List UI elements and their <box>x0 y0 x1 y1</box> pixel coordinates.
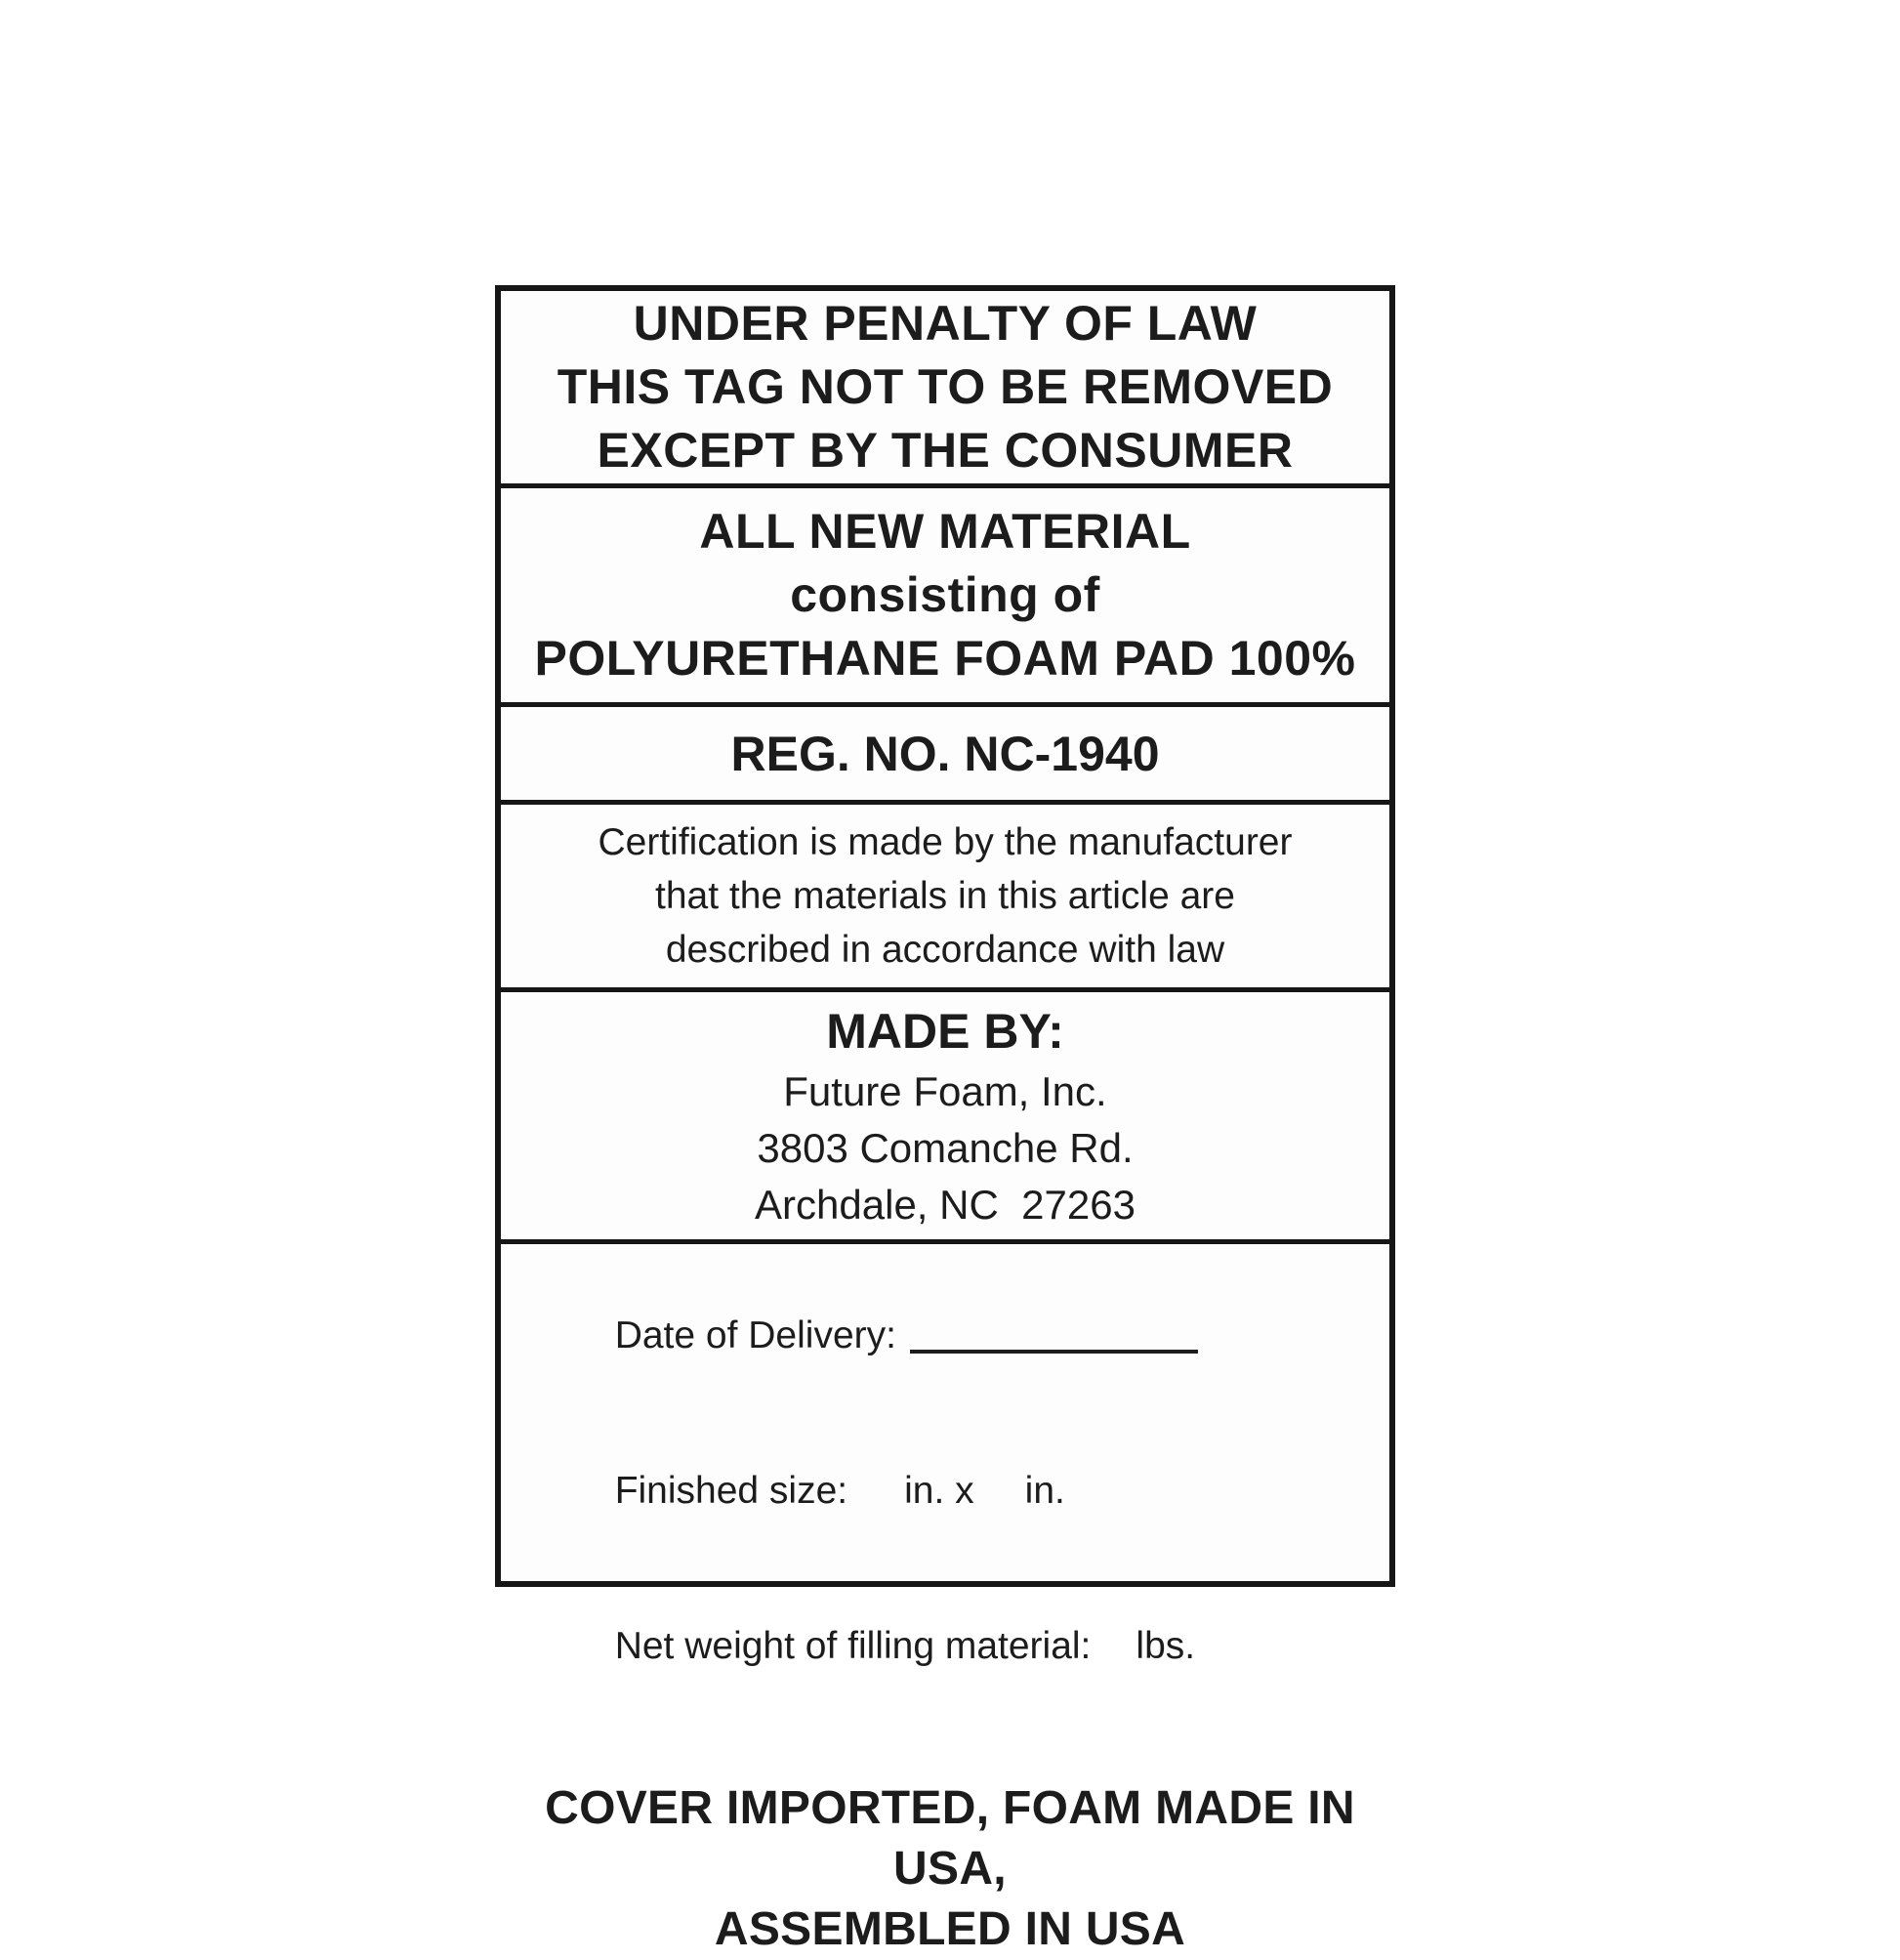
certification-line-1: Certification is made by the manufacturer <box>598 821 1293 863</box>
date-of-delivery-blank <box>910 1320 1198 1354</box>
finished-size-unit-b: in. <box>1024 1470 1065 1512</box>
made-by-heading: MADE BY: <box>826 1003 1064 1059</box>
net-weight-unit: lbs. <box>1136 1625 1196 1667</box>
penalty-line-3: EXCEPT BY THE CONSUMER <box>597 423 1294 478</box>
made-by-section <box>501 987 1389 1239</box>
finished-size-label: Finished size: <box>614 1470 848 1512</box>
registration-section <box>501 702 1389 800</box>
material-line-2: consisting of <box>790 567 1100 622</box>
date-of-delivery-field <box>530 1258 1370 1413</box>
net-weight-field <box>530 1568 1370 1724</box>
origin-line-2: ASSEMBLED IN USA <box>714 1903 1186 1955</box>
material-section <box>501 483 1389 702</box>
origin-line-1: COVER IMPORTED, FOAM MADE IN USA, <box>545 1782 1369 1895</box>
material-line-1: ALL NEW MATERIAL <box>699 504 1191 559</box>
penalty-line-1: UNDER PENALTY OF LAW <box>633 296 1258 351</box>
law-tag <box>495 285 1395 1955</box>
penalty-section <box>501 291 1389 483</box>
certification-line-2: that the materials in this article are <box>655 875 1235 917</box>
net-weight-label: Net weight of filling material: <box>614 1625 1092 1667</box>
manufacturer-street: 3803 Comanche Rd. <box>757 1124 1134 1171</box>
manufacturer-city: Archdale, NC 27263 <box>755 1181 1136 1228</box>
finished-size-unit-a: in. x <box>904 1470 974 1512</box>
manufacturer-name: Future Foam, Inc. <box>783 1067 1107 1114</box>
origin-statement <box>530 1778 1370 1960</box>
registration-number: REG. NO. NC-1940 <box>730 726 1160 781</box>
penalty-line-2: THIS TAG NOT TO BE REMOVED <box>557 359 1334 414</box>
date-of-delivery-label: Date of Delivery: <box>614 1314 896 1356</box>
certification-line-3: described in accordance with law <box>665 929 1225 971</box>
certification-section <box>501 800 1389 987</box>
details-section <box>501 1239 1389 1955</box>
material-line-3: POLYURETHANE FOAM PAD 100% <box>534 631 1356 686</box>
finished-size-field <box>530 1413 1370 1568</box>
